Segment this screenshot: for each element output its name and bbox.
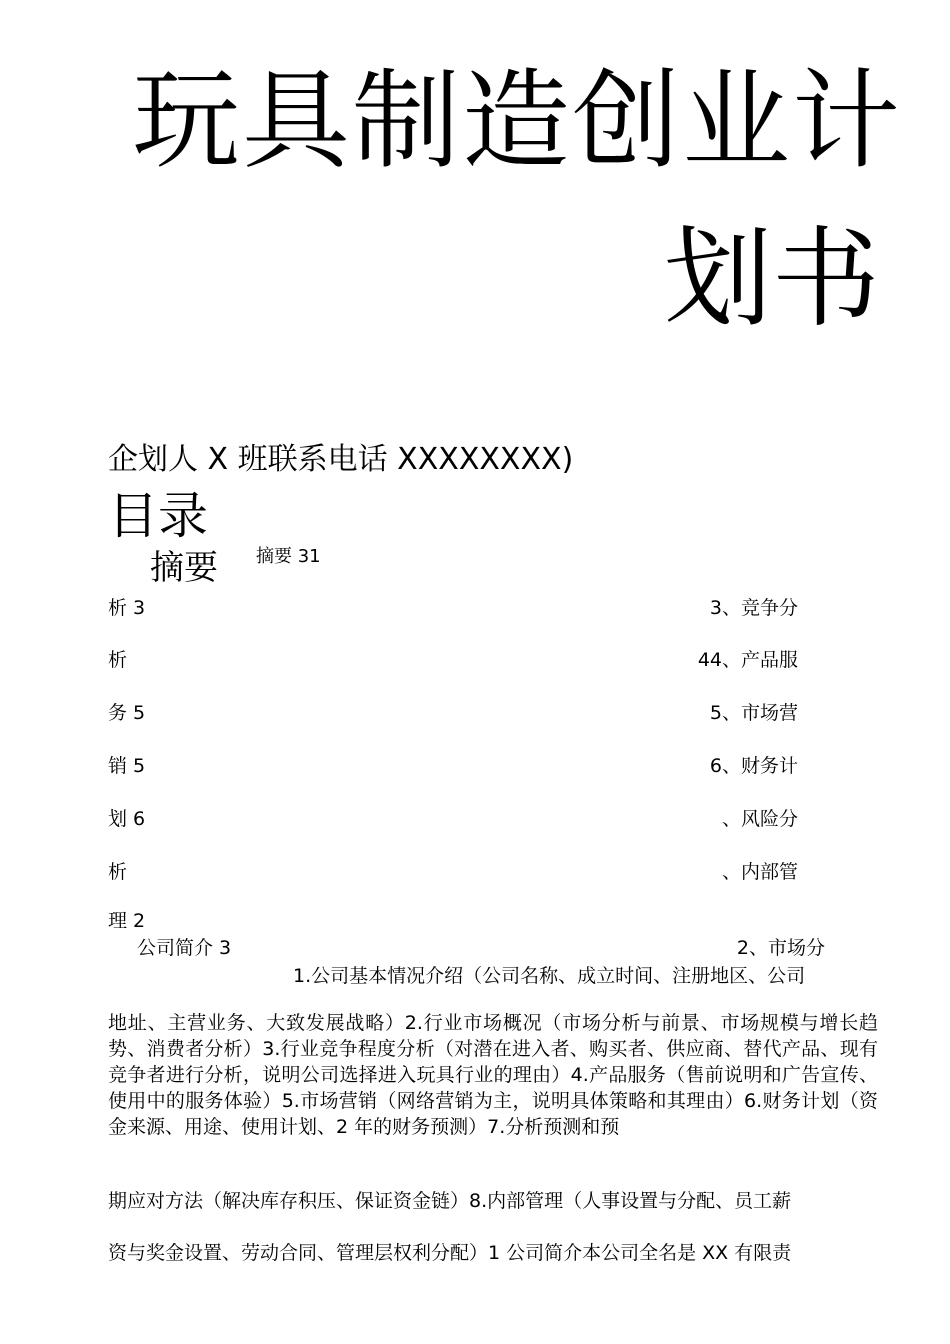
toc-row [108, 594, 798, 622]
toc-row-left: 理 2 [108, 910, 146, 932]
body-paragraph: 资与奖金设置、劳动合同、管理层权利分配）1 公司简介本公司全名是 XX 有限责 [108, 1242, 792, 1264]
document-title-line-2: 划书 [664, 217, 881, 342]
toc-row [108, 752, 798, 780]
toc-row-left: 析 [108, 649, 128, 671]
toc-row [108, 646, 798, 674]
toc-heading: 目录 [108, 487, 208, 545]
toc-row-right: 、内部管 [721, 861, 798, 883]
body-paragraph: 期应对方法（解决库存积压、保证资金链）8.内部管理（人事设置与分配、员工薪 [108, 1190, 792, 1212]
toc-row-right: 44、产品服 [697, 649, 798, 671]
toc-row [108, 858, 798, 886]
toc-abstract-heading: 摘要 [150, 548, 218, 588]
planner-contact-line: 企划人 X 班联系电话 XXXXXXXX) [108, 442, 574, 477]
document-title-line-1: 玩具制造创业计 [132, 59, 903, 184]
toc-row [108, 805, 798, 833]
toc-row-right: 5、市场营 [709, 702, 798, 724]
toc-row-company-intro [137, 934, 825, 962]
toc-row-right: 、风险分 [721, 808, 798, 830]
toc-row-left: 务 5 [108, 702, 146, 724]
toc-row-right: 6、财务计 [709, 755, 798, 777]
toc-row-right: 2、市场分 [736, 937, 825, 959]
toc-row [108, 907, 798, 935]
body-paragraph: 地址、主营业务、大致发展战略）2.行业市场概况（市场分析与前景、市场规模与增长趋势、消费者分析）3.行业竞争程度分析（对潜在进入者、购买者、供应商、替代产品、现有竞争者进行分析，说明公司选择进入玩具行业的理由）4.产品服务（售前说明和广告宣传、使用中的服务体验）5.市场营销（网络营销为主，说明具体策略和其理由）6.财务计划（资金来源、用途、使用计划、2 年的财务预测）7.分析预测和预 [108, 1012, 878, 1138]
toc-row-left: 析 3 [108, 597, 146, 619]
toc-row-left: 划 6 [108, 808, 146, 830]
toc-row-left: 公司简介 3 [137, 937, 232, 959]
toc-row-left: 销 5 [108, 755, 146, 777]
toc-row-right: 3、竞争分 [709, 597, 798, 619]
toc-row [108, 699, 798, 727]
toc-abstract-entry: 摘要 31 [256, 546, 321, 567]
toc-row-left: 析 [108, 861, 128, 883]
body-paragraph-first-line: 1.公司基本情况介绍（公司名称、成立时间、注册地区、公司 [293, 965, 806, 987]
